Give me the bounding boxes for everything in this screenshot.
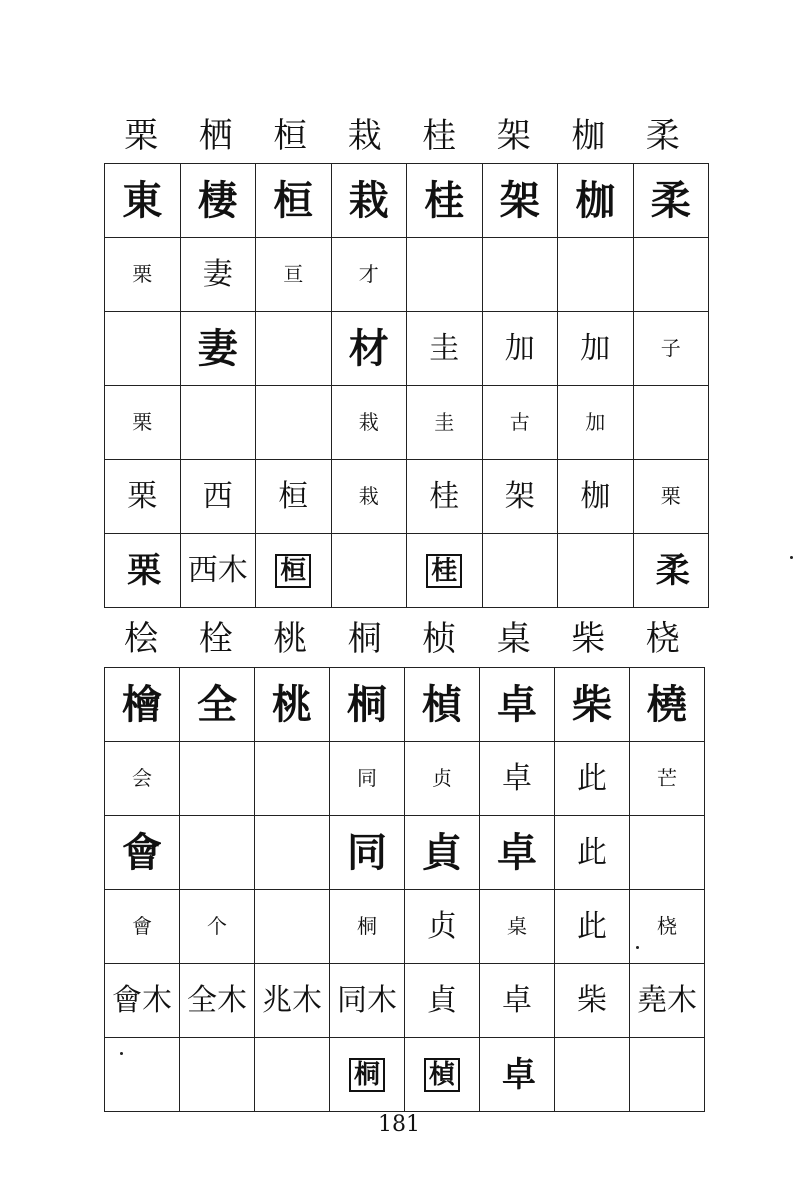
glyph-cell [330,816,405,890]
ancient-glyph: 兆木 [262,982,322,1018]
ancient-glyph: 会 [132,766,152,790]
ancient-glyph: 同 [357,766,377,790]
section2-heading: 桃 [273,619,308,659]
glyph-row [105,312,709,386]
glyph-cell [558,460,634,534]
glyph-cell [180,964,255,1038]
glyph-cell [105,312,181,386]
glyph-cell [331,164,407,238]
glyph-row [105,816,705,890]
ancient-glyph: 此 [577,760,607,796]
ancient-glyph: 桡 [657,914,677,938]
glyph-cell [555,742,630,816]
ancient-glyph: 桐 [349,1058,385,1092]
glyph-cell [407,534,483,608]
ancient-glyph: 東 [122,176,163,224]
glyph-cell [558,164,634,238]
glyph-cell [105,1038,180,1112]
section2-heading: 桧 [124,619,159,659]
ancient-glyph: 桂 [426,554,462,588]
glyph-cell [558,386,634,460]
glyph-cell [480,742,555,816]
glyph-cell [630,890,705,964]
glyph-cell [633,312,709,386]
glyph-cell [180,890,255,964]
section2-heading: 桢 [422,619,457,659]
glyph-cell [630,816,705,890]
glyph-cell [480,964,555,1038]
ancient-glyph: 妻 [197,324,238,372]
ancient-glyph: 妻 [202,256,233,292]
glyph-cell [180,460,256,534]
glyph-cell [480,1038,555,1112]
ancient-glyph: 圭 [434,410,455,434]
ancient-glyph: 加 [580,330,611,366]
glyph-cell [480,816,555,890]
glyph-cell [482,164,558,238]
ancient-glyph: 堯木 [637,982,697,1018]
ancient-glyph: 柴 [572,680,612,728]
ancient-glyph: 才 [358,262,379,286]
glyph-cell [330,964,405,1038]
ancient-glyph: 會 [122,828,162,876]
ancient-glyph: 桐 [347,680,387,728]
glyph-cell [407,386,483,460]
glyph-cell [256,238,332,312]
glyph-cell [407,238,483,312]
section1-heading: 柔 [645,116,680,156]
ancient-glyph: 此 [577,834,607,870]
glyph-cell [105,890,180,964]
ancient-glyph: 架 [504,478,535,514]
ancient-glyph: 栗 [660,484,681,508]
ancient-glyph: 卓 [502,1054,532,1095]
glyph-cell [558,238,634,312]
ancient-glyph: 桓 [278,478,309,514]
ancient-glyph: 亘 [283,262,304,286]
ancient-glyph: 卓 [497,828,537,876]
glyph-cell [255,816,330,890]
glyph-cell [256,164,332,238]
scan-speck [790,556,793,559]
glyph-cell [555,890,630,964]
glyph-cell [630,964,705,1038]
ancient-glyph: 橈 [647,680,687,728]
ancient-glyph: 栽 [348,176,389,224]
ancient-glyph: 栗 [132,410,153,434]
section2-heading: 桡 [645,619,680,659]
ancient-glyph: 古 [509,410,530,434]
ancient-glyph: 桂 [424,176,465,224]
ancient-glyph: 楨 [424,1058,460,1092]
glyph-cell [105,238,181,312]
section2-heading: 栓 [198,619,233,659]
ancient-glyph: 贞 [427,908,457,944]
ancient-glyph: 加 [504,330,535,366]
section2-heading: 桌 [496,619,531,659]
glyph-cell [482,386,558,460]
ancient-glyph: 圭 [429,330,460,366]
glyph-cell [330,668,405,742]
ancient-glyph: 全 [197,680,237,728]
glyph-cell [482,312,558,386]
ancient-glyph: 西 [202,478,233,514]
ancient-glyph: 芒 [657,766,677,790]
glyph-cell [256,534,332,608]
scan-speck [120,1052,123,1055]
glyph-cell [330,890,405,964]
glyph-cell [555,964,630,1038]
glyph-cell [256,460,332,534]
glyph-cell [105,164,181,238]
glyph-cell [105,816,180,890]
glyph-cell [330,742,405,816]
ancient-glyph: 全木 [187,982,247,1018]
glyph-cell [633,534,709,608]
glyph-cell [330,1038,405,1112]
glyph-cell [633,460,709,534]
glyph-cell [105,668,180,742]
glyph-row [105,1038,705,1112]
glyph-row [105,386,709,460]
ancient-glyph: 會木 [112,982,172,1018]
ancient-glyph: 西木 [187,552,248,588]
ancient-glyph: 檜 [122,680,162,728]
glyph-cell [331,460,407,534]
glyph-cell [105,386,181,460]
glyph-cell [405,964,480,1038]
ancient-glyph: 會 [132,914,152,938]
section1-heading: 栗 [124,116,159,156]
ancient-glyph: 桐 [357,914,377,938]
glyph-cell [555,1038,630,1112]
section2-glyph-table [104,667,705,1112]
ancient-glyph: 架 [499,176,540,224]
ancient-glyph: 栽 [358,484,379,508]
glyph-row [105,238,709,312]
glyph-cell [482,534,558,608]
glyph-cell [558,534,634,608]
section1-glyph-table [104,163,709,608]
glyph-cell [480,668,555,742]
ancient-glyph: 柴 [577,982,607,1018]
glyph-cell [255,742,330,816]
glyph-row [105,460,709,534]
section2-heading: 柴 [571,619,606,659]
ancient-glyph: 桂 [429,478,460,514]
ancient-glyph: 贞 [432,766,452,790]
ancient-glyph: 卓 [502,982,532,1018]
ancient-glyph: 栽 [358,410,379,434]
section1-heading: 栽 [347,116,382,156]
glyph-cell [405,816,480,890]
ancient-glyph: 卓 [502,760,532,796]
glyph-cell [105,964,180,1038]
glyph-row [105,890,705,964]
glyph-cell [630,1038,705,1112]
glyph-cell [180,534,256,608]
glyph-cell [633,238,709,312]
glyph-cell [105,742,180,816]
glyph-cell [255,890,330,964]
page-number: 181 [378,1112,420,1137]
glyph-cell [405,890,480,964]
glyph-cell [405,742,480,816]
glyph-cell [180,668,255,742]
glyph-cell [331,386,407,460]
glyph-cell [180,1038,255,1112]
glyph-cell [255,1038,330,1112]
section1-heading: 桓 [273,116,308,156]
ancient-glyph: 材 [348,324,389,372]
glyph-cell [256,312,332,386]
ancient-glyph: 同木 [337,982,397,1018]
section1-headings [104,112,700,160]
ancient-glyph: 加 [585,410,606,434]
glyph-cell [633,164,709,238]
section1-heading: 栖 [198,116,233,156]
glyph-cell [180,312,256,386]
ancient-glyph: 此 [577,908,607,944]
ancient-glyph: 卓 [497,680,537,728]
ancient-glyph: 桓 [275,554,311,588]
glyph-cell [630,742,705,816]
glyph-cell [331,238,407,312]
glyph-cell [630,668,705,742]
glyph-cell [405,668,480,742]
section1-heading: 枷 [571,116,606,156]
ancient-glyph: 栗 [132,262,153,286]
glyph-cell [180,238,256,312]
ancient-glyph: 栗 [127,478,158,514]
glyph-cell [255,668,330,742]
glyph-row [105,964,705,1038]
glyph-cell [407,164,483,238]
glyph-cell [331,534,407,608]
glyph-cell [105,534,181,608]
glyph-cell [558,312,634,386]
ancient-glyph: 同 [347,828,387,876]
ancient-glyph: 柔 [650,176,691,224]
ancient-glyph: 子 [660,336,681,360]
ancient-glyph: 貞 [422,828,462,876]
glyph-cell [407,312,483,386]
glyph-row [105,742,705,816]
ancient-glyph: 桌 [507,914,527,938]
glyph-cell [255,964,330,1038]
ancient-glyph: 柔 [655,550,686,591]
ancient-glyph: 楨 [422,680,462,728]
section2-heading: 桐 [347,619,382,659]
glyph-cell [555,816,630,890]
ancient-glyph: 棲 [197,176,238,224]
glyph-cell [105,460,181,534]
glyph-cell [256,386,332,460]
glyph-cell [480,890,555,964]
glyph-cell [180,742,255,816]
ancient-glyph: 个 [207,914,227,938]
section1-heading: 架 [496,116,531,156]
ancient-glyph: 枷 [580,478,611,514]
glyph-cell [555,668,630,742]
glyph-cell [331,312,407,386]
glyph-cell [180,816,255,890]
section2-headings [104,615,700,663]
ancient-glyph: 桓 [273,176,314,224]
ancient-glyph: 栗 [127,550,158,591]
ancient-glyph: 枷 [575,176,616,224]
section1-heading: 桂 [422,116,457,156]
glyph-cell [180,164,256,238]
glyph-row [105,668,705,742]
ancient-glyph: 貞 [427,982,457,1018]
scan-speck [636,946,639,949]
glyph-cell [482,238,558,312]
ancient-glyph: 桃 [272,680,312,728]
glyph-cell [482,460,558,534]
glyph-cell [407,460,483,534]
glyph-row [105,534,709,608]
glyph-cell [180,386,256,460]
glyph-cell [633,386,709,460]
glyph-row [105,164,709,238]
glyph-cell [405,1038,480,1112]
